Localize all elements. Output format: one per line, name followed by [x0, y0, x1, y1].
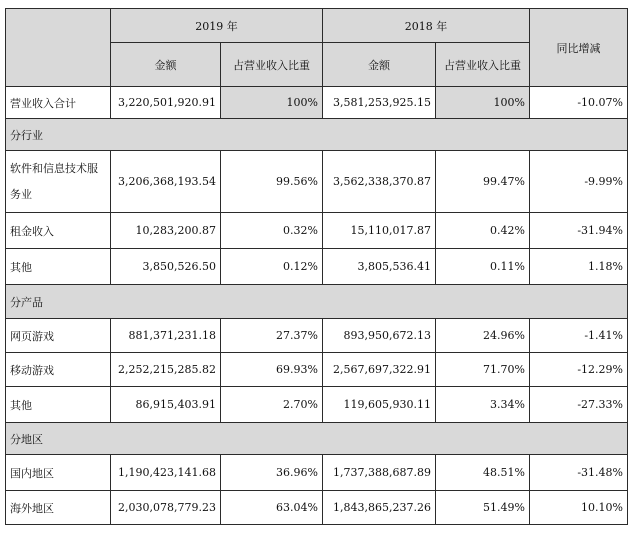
- row-label: 网页游戏: [6, 319, 111, 353]
- header-yoy: 同比增减: [530, 9, 628, 87]
- amount-2019: 86,915,403.91: [111, 387, 221, 423]
- section-row: [6, 423, 628, 455]
- amount-2018: 1,737,388,687.89: [323, 455, 436, 491]
- ratio-2018: 48.51%: [436, 455, 530, 491]
- section-label: 分行业: [6, 119, 628, 151]
- header-year-2018: 2018 年: [323, 9, 530, 43]
- amount-2018: 15,110,017.87: [323, 213, 436, 249]
- ratio-2019: 99.56%: [221, 151, 323, 213]
- amount-2018: 3,581,253,925.15: [323, 87, 436, 119]
- yoy-change: -10.07%: [530, 87, 628, 119]
- table-row: [6, 249, 628, 285]
- yoy-change: 10.10%: [530, 491, 628, 525]
- table-row: [6, 387, 628, 423]
- ratio-2019: 36.96%: [221, 455, 323, 491]
- row-label: 其他: [6, 249, 111, 285]
- ratio-2018: 0.42%: [436, 213, 530, 249]
- section-row: [6, 285, 628, 319]
- yoy-change: -12.29%: [530, 353, 628, 387]
- ratio-2018: 0.11%: [436, 249, 530, 285]
- revenue-table: [5, 8, 628, 525]
- table-row: [6, 213, 628, 249]
- yoy-change: 1.18%: [530, 249, 628, 285]
- ratio-2018: 3.34%: [436, 387, 530, 423]
- row-label: 软件和信息技术服务业: [6, 151, 111, 213]
- ratio-2019: 0.12%: [221, 249, 323, 285]
- section-label: 分产品: [6, 285, 628, 319]
- amount-2018: 1,843,865,237.26: [323, 491, 436, 525]
- row-label: 租金收入: [6, 213, 111, 249]
- row-label: 移动游戏: [6, 353, 111, 387]
- amount-2019: 881,371,231.18: [111, 319, 221, 353]
- ratio-2019: 100%: [221, 87, 323, 119]
- ratio-2018: 24.96%: [436, 319, 530, 353]
- table-row: [6, 151, 628, 213]
- ratio-2019: 0.32%: [221, 213, 323, 249]
- ratio-2018: 99.47%: [436, 151, 530, 213]
- ratio-2019: 63.04%: [221, 491, 323, 525]
- amount-2018: 119,605,930.11: [323, 387, 436, 423]
- table-row: [6, 319, 628, 353]
- amount-2019: 3,220,501,920.91: [111, 87, 221, 119]
- table-row: [6, 491, 628, 525]
- amount-2019: 10,283,200.87: [111, 213, 221, 249]
- table-row: [6, 87, 628, 119]
- section-label: 分地区: [6, 423, 628, 455]
- yoy-change: -9.99%: [530, 151, 628, 213]
- amount-2019: 2,252,215,285.82: [111, 353, 221, 387]
- section-row: [6, 119, 628, 151]
- header-amount-2019: 金额: [111, 43, 221, 87]
- table-row: [6, 353, 628, 387]
- header-year-2019: 2019 年: [111, 9, 323, 43]
- ratio-2018: 51.49%: [436, 491, 530, 525]
- yoy-change: -27.33%: [530, 387, 628, 423]
- header-amount-2018: 金额: [323, 43, 436, 87]
- ratio-2019: 69.93%: [221, 353, 323, 387]
- amount-2018: 3,805,536.41: [323, 249, 436, 285]
- amount-2019: 3,206,368,193.54: [111, 151, 221, 213]
- amount-2019: 3,850,526.50: [111, 249, 221, 285]
- row-label: 国内地区: [6, 455, 111, 491]
- amount-2018: 3,562,338,370.87: [323, 151, 436, 213]
- header-ratio-2018: 占营业收入比重: [436, 43, 530, 87]
- ratio-2019: 27.37%: [221, 319, 323, 353]
- amount-2019: 2,030,078,779.23: [111, 491, 221, 525]
- row-label: 营业收入合计: [6, 87, 111, 119]
- amount-2018: 2,567,697,322.91: [323, 353, 436, 387]
- ratio-2018: 71.70%: [436, 353, 530, 387]
- ratio-2019: 2.70%: [221, 387, 323, 423]
- yoy-change: -31.94%: [530, 213, 628, 249]
- yoy-change: -1.41%: [530, 319, 628, 353]
- header-corner: [6, 9, 111, 87]
- table-row: [6, 455, 628, 491]
- header-ratio-2019: 占营业收入比重: [221, 43, 323, 87]
- amount-2018: 893,950,672.13: [323, 319, 436, 353]
- yoy-change: -31.48%: [530, 455, 628, 491]
- row-label: 其他: [6, 387, 111, 423]
- row-label: 海外地区: [6, 491, 111, 525]
- amount-2019: 1,190,423,141.68: [111, 455, 221, 491]
- ratio-2018: 100%: [436, 87, 530, 119]
